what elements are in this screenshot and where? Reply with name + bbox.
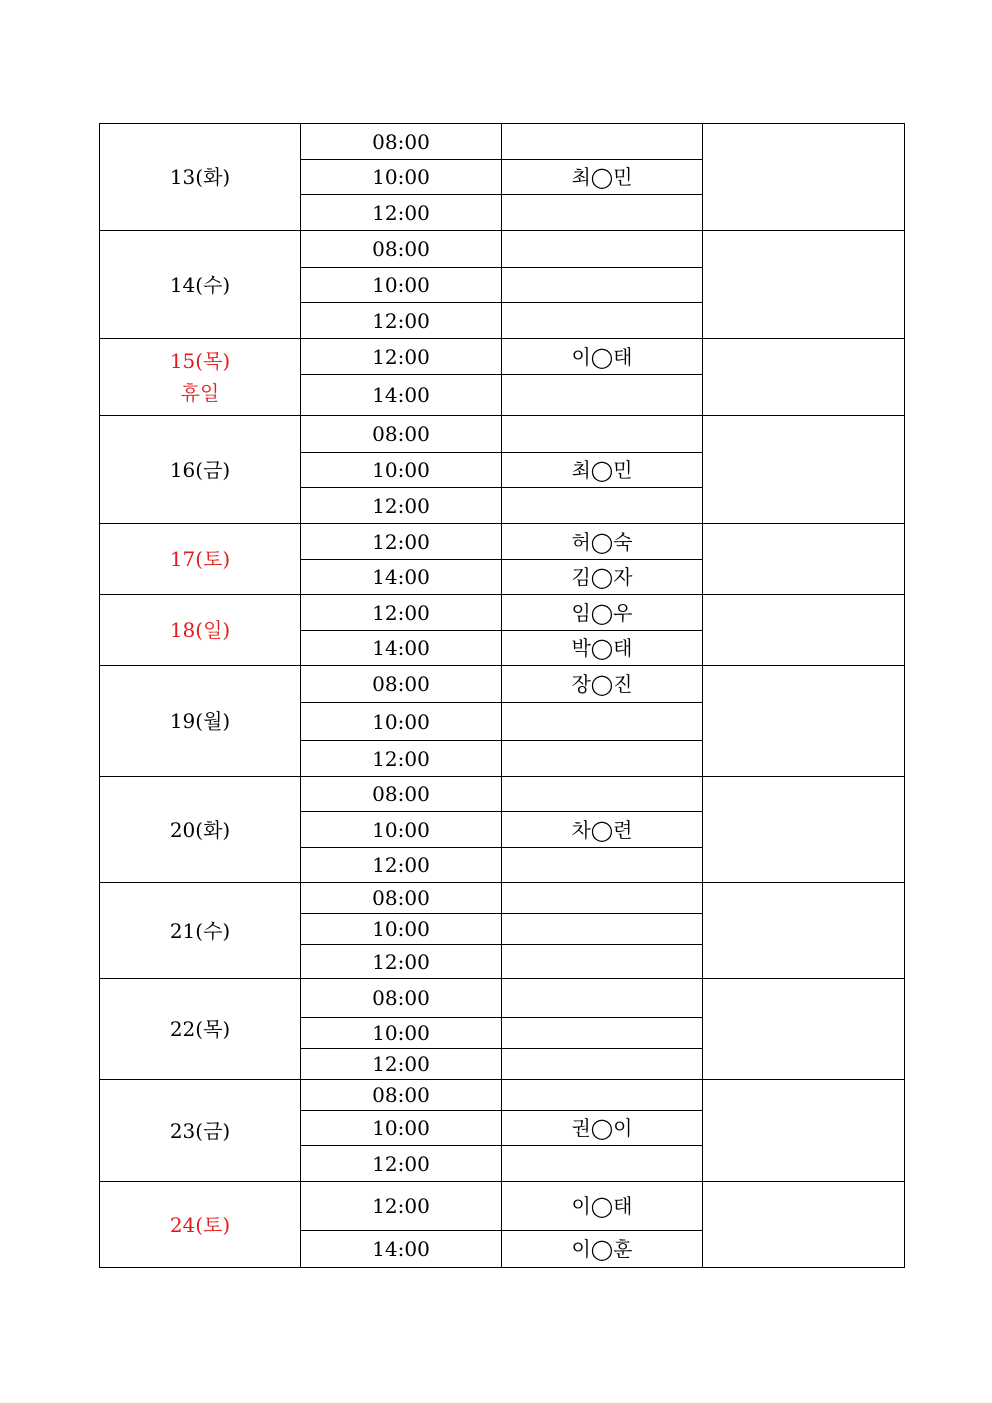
day-cell — [100, 231, 301, 339]
name-cell[interactable] — [502, 231, 703, 268]
day-label: 18(일) — [169, 618, 231, 642]
name-cell[interactable]: 이◯태 — [502, 1182, 703, 1231]
day-label: 24(토) — [169, 1212, 231, 1237]
name-cell[interactable]: 차◯련 — [502, 812, 703, 848]
time-cell: 12:00 — [301, 1182, 502, 1231]
name-cell[interactable]: 이◯태 — [502, 339, 703, 375]
name-cell[interactable] — [502, 979, 703, 1018]
name-cell[interactable]: 허◯숙 — [502, 524, 703, 560]
time-cell: 12:00 — [301, 595, 502, 631]
name-cell[interactable]: 권◯이 — [502, 1111, 703, 1146]
holiday-note: 휴일 — [180, 381, 220, 405]
name-cell[interactable] — [502, 375, 703, 416]
table-row — [100, 883, 905, 914]
name-cell[interactable]: 박◯태 — [502, 631, 703, 666]
day-cell — [100, 524, 301, 595]
table-row — [100, 124, 905, 160]
time-cell: 10:00 — [301, 703, 502, 741]
day-cell — [100, 1080, 301, 1182]
time-cell: 14:00 — [301, 375, 502, 416]
day-cell — [100, 124, 301, 231]
day-label: 22(목) — [169, 1017, 231, 1041]
remark-cell[interactable] — [703, 979, 905, 1080]
table-row — [100, 595, 905, 631]
time-cell: 08:00 — [301, 777, 502, 812]
name-cell[interactable] — [502, 1080, 703, 1111]
name-cell[interactable]: 이◯훈 — [502, 1231, 703, 1268]
remark-cell[interactable] — [703, 777, 905, 883]
time-cell: 10:00 — [301, 914, 502, 945]
table-row — [100, 1080, 905, 1111]
day-cell — [100, 979, 301, 1080]
time-cell: 08:00 — [301, 979, 502, 1018]
time-cell: 10:00 — [301, 1111, 502, 1146]
time-cell: 12:00 — [301, 848, 502, 883]
day-cell — [100, 1182, 301, 1268]
name-cell[interactable] — [502, 945, 703, 979]
remark-cell[interactable] — [703, 1182, 905, 1268]
day-label: 13(화) — [169, 165, 231, 189]
name-cell[interactable] — [502, 1146, 703, 1182]
name-cell[interactable] — [502, 848, 703, 883]
table-row — [100, 979, 905, 1018]
remark-cell[interactable] — [703, 595, 905, 666]
remark-cell[interactable] — [703, 339, 905, 416]
time-cell: 08:00 — [301, 883, 502, 914]
time-cell: 12:00 — [301, 945, 502, 979]
table-row — [100, 777, 905, 812]
name-cell[interactable] — [502, 1018, 703, 1049]
name-cell[interactable] — [502, 303, 703, 339]
schedule-table — [99, 123, 905, 1268]
name-cell[interactable] — [502, 124, 703, 160]
name-cell[interactable] — [502, 703, 703, 741]
time-cell: 10:00 — [301, 268, 502, 303]
day-cell — [100, 883, 301, 979]
time-cell: 10:00 — [301, 453, 502, 488]
name-cell[interactable]: 임◯우 — [502, 595, 703, 631]
time-cell: 14:00 — [301, 631, 502, 666]
table-row — [100, 666, 905, 703]
time-cell: 10:00 — [301, 160, 502, 195]
time-cell: 12:00 — [301, 1049, 502, 1080]
time-cell: 12:00 — [301, 339, 502, 375]
day-label: 17(토) — [169, 547, 231, 571]
day-cell — [100, 339, 301, 416]
name-cell[interactable] — [502, 268, 703, 303]
table-row — [100, 524, 905, 560]
time-cell: 12:00 — [301, 741, 502, 777]
name-cell[interactable] — [502, 914, 703, 945]
time-cell: 14:00 — [301, 1231, 502, 1268]
time-cell: 10:00 — [301, 812, 502, 848]
day-cell — [100, 666, 301, 777]
time-cell: 08:00 — [301, 124, 502, 160]
table-row — [100, 339, 905, 375]
remark-cell[interactable] — [703, 1080, 905, 1182]
day-label: 23(금) — [169, 1118, 231, 1143]
name-cell[interactable]: 최◯민 — [502, 160, 703, 195]
remark-cell[interactable] — [703, 416, 905, 524]
time-cell: 12:00 — [301, 195, 502, 231]
time-cell: 14:00 — [301, 560, 502, 595]
day-cell — [100, 777, 301, 883]
remark-cell[interactable] — [703, 124, 905, 231]
table-row — [100, 231, 905, 268]
name-cell[interactable] — [502, 883, 703, 914]
day-label: 21(수) — [169, 918, 231, 943]
time-cell: 08:00 — [301, 666, 502, 703]
remark-cell[interactable] — [703, 883, 905, 979]
day-label: 16(금) — [169, 457, 231, 482]
day-label: 15(목) — [169, 349, 231, 373]
name-cell[interactable] — [502, 488, 703, 524]
name-cell[interactable] — [502, 416, 703, 453]
day-cell — [100, 595, 301, 666]
time-cell: 12:00 — [301, 488, 502, 524]
day-label: 19(월) — [169, 709, 231, 733]
schedule-body — [100, 124, 905, 1268]
name-cell[interactable]: 장◯진 — [502, 666, 703, 703]
name-cell[interactable]: 최◯민 — [502, 453, 703, 488]
time-cell: 08:00 — [301, 231, 502, 268]
remark-cell[interactable] — [703, 524, 905, 595]
time-cell: 12:00 — [301, 1146, 502, 1182]
name-cell[interactable]: 김◯자 — [502, 560, 703, 595]
time-cell: 12:00 — [301, 524, 502, 560]
time-cell: 08:00 — [301, 1080, 502, 1111]
table-row — [100, 416, 905, 453]
table-row — [100, 1182, 905, 1231]
name-cell[interactable] — [502, 195, 703, 231]
remark-cell[interactable] — [703, 666, 905, 777]
name-cell[interactable] — [502, 777, 703, 812]
time-cell: 08:00 — [301, 416, 502, 453]
remark-cell[interactable] — [703, 231, 905, 339]
name-cell[interactable] — [502, 1049, 703, 1080]
day-cell — [100, 416, 301, 524]
day-label: 20(화) — [169, 817, 231, 842]
day-label: 14(수) — [169, 272, 231, 297]
time-cell: 12:00 — [301, 303, 502, 339]
time-cell: 10:00 — [301, 1018, 502, 1049]
name-cell[interactable] — [502, 741, 703, 777]
